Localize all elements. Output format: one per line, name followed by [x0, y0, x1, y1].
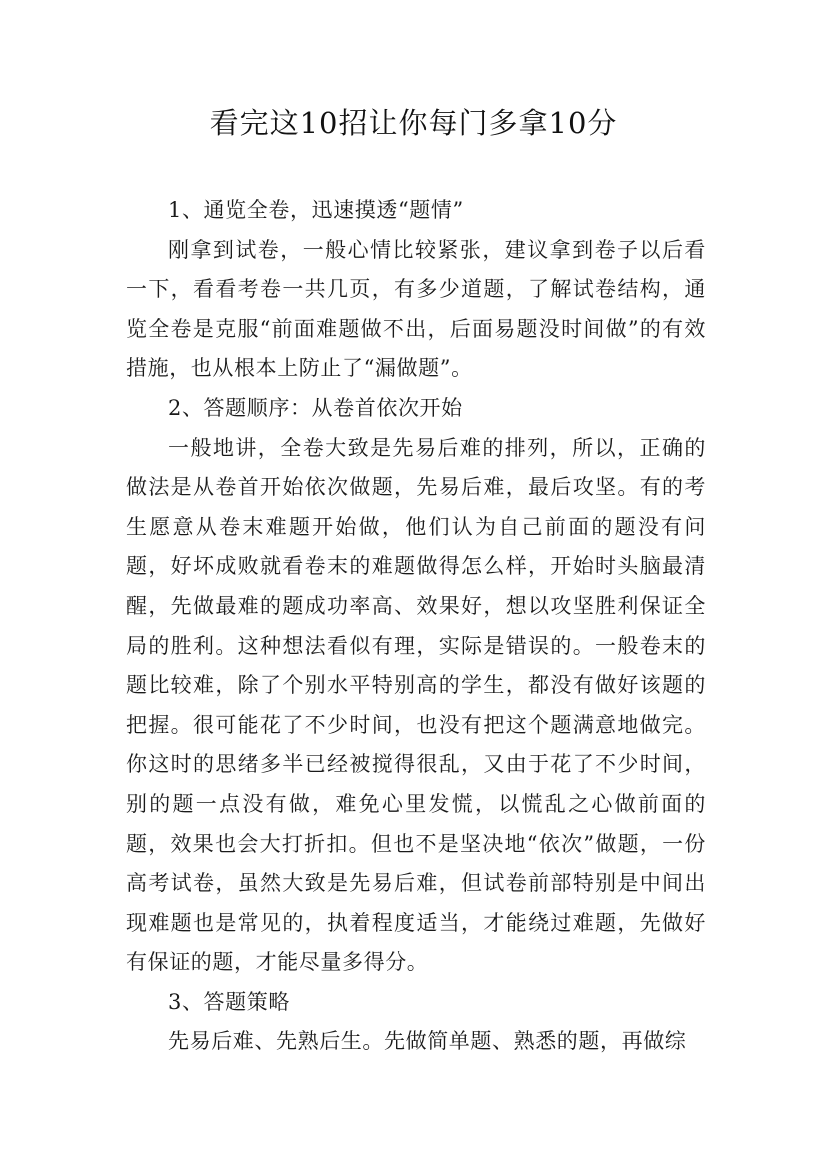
heading-1: 1、通览全卷，迅速摸透“题情” [168, 198, 464, 222]
paragraph-3: 先易后难、先熟后生。先做简单题、熟悉的题，再做综 [168, 1029, 687, 1054]
paragraph-1: 刚拿到试卷，一般心情比较紧张，建议拿到卷子以后看一下，看看考卷一共几页，有多少道题，了解试卷结构，通览全卷是克服“前面难题做不出，后面易题没时间做”的有效措施，也从根本上防止了“漏做题”。 [126, 237, 706, 381]
heading-2: 2、答题顺序：从卷首依次开始 [168, 395, 463, 420]
document-body [126, 191, 706, 1062]
document-title: 看完这10招让你每门多拿10分 [209, 106, 618, 140]
paragraph-2: 一般地讲，全卷大致是先易后难的排列，所以，正确的做法是从卷首开始依次做题，先易后难，最后攻坚。有的考生愿意从卷末难题开始做，他们认为自己前面的题没有问题，好坏成败就看卷末的难题做得怎么样，开始时头脑最清醒，先做最难的题成功率高、效果好，想以攻坚胜利保证全局的胜利。这种想法看似有理，实际是错误的。一般卷末的题比较难，除了个别水平特别高的学生，都没有做好该题的把握。很可能花了不少时间，也没有把这个题满意地做完。你这时的思绪多半已经被搅得很乱，又由于花了不少时间，别的题一点没有做，难免心里发慌，以慌乱之心做前面的题，效果也会大打折扣。但也不是坚决地“依次”做题，一份高考试卷，虽然大致是先易后难，但试卷前部特别是中间出现难题也是常见的，执着程度适当，才能绕过难题，先做好有保证的题，才能尽量多得分。 [126, 435, 706, 975]
heading-3: 3、答题策略 [168, 989, 290, 1014]
